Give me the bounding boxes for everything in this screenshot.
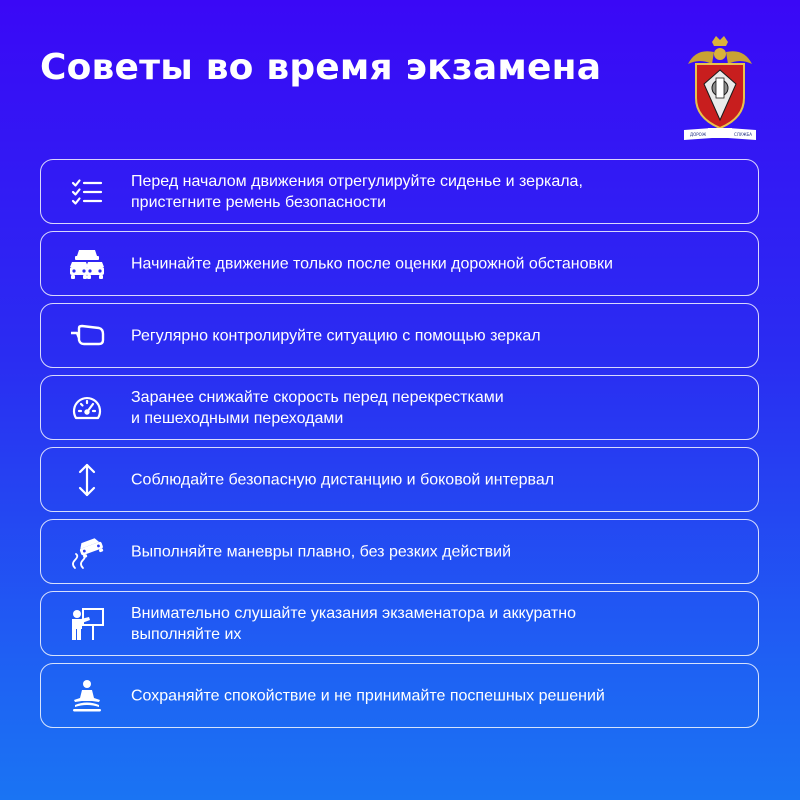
tip-text: Внимательно слушайте указания экзаменатора и аккуратно выполняйте их [131, 604, 576, 643]
tip-text: Выполняйте маневры плавно, без резких действий [131, 543, 511, 560]
svg-text:ДОРОЖ: ДОРОЖ [690, 132, 707, 137]
tip-text: Регулярно контролируйте ситуацию с помощью зеркал [131, 327, 541, 344]
page-title: Советы во время экзамена [40, 47, 602, 88]
tip-card [40, 375, 759, 440]
tip-card [40, 303, 759, 368]
tip-card [40, 231, 759, 296]
tip-text: Соблюдайте безопасную дистанцию и боковой интервал [131, 471, 555, 488]
tip-card [40, 663, 759, 728]
police-emblem-logo [682, 34, 758, 144]
speedometer-icon [67, 388, 107, 428]
tip-text: Перед началом движения отрегулируйте сиденье и зеркала, пристегните ремень безопасности [131, 172, 583, 211]
skidding-car-icon [67, 532, 107, 572]
tip-text: Сохраняйте спокойствие и не принимайте поспешных решений [131, 687, 605, 704]
meditation-icon [67, 676, 107, 716]
instructor-board-icon [67, 604, 107, 644]
checklist-icon [67, 172, 107, 212]
tips-list [40, 159, 759, 735]
distance-arrows-icon [67, 460, 107, 500]
tip-text: Начинайте движение только после оценки дорожной обстановки [131, 255, 613, 272]
tip-card [40, 591, 759, 656]
tip-card [40, 159, 759, 224]
svg-text:СЛУЖБА: СЛУЖБА [734, 132, 753, 137]
traffic-cars-icon [67, 244, 107, 284]
tip-text: Заранее снижайте скорость перед перекрестками и пешеходными переходами [131, 388, 504, 427]
side-mirror-icon [67, 316, 107, 356]
tip-card [40, 519, 759, 584]
tip-card [40, 447, 759, 512]
